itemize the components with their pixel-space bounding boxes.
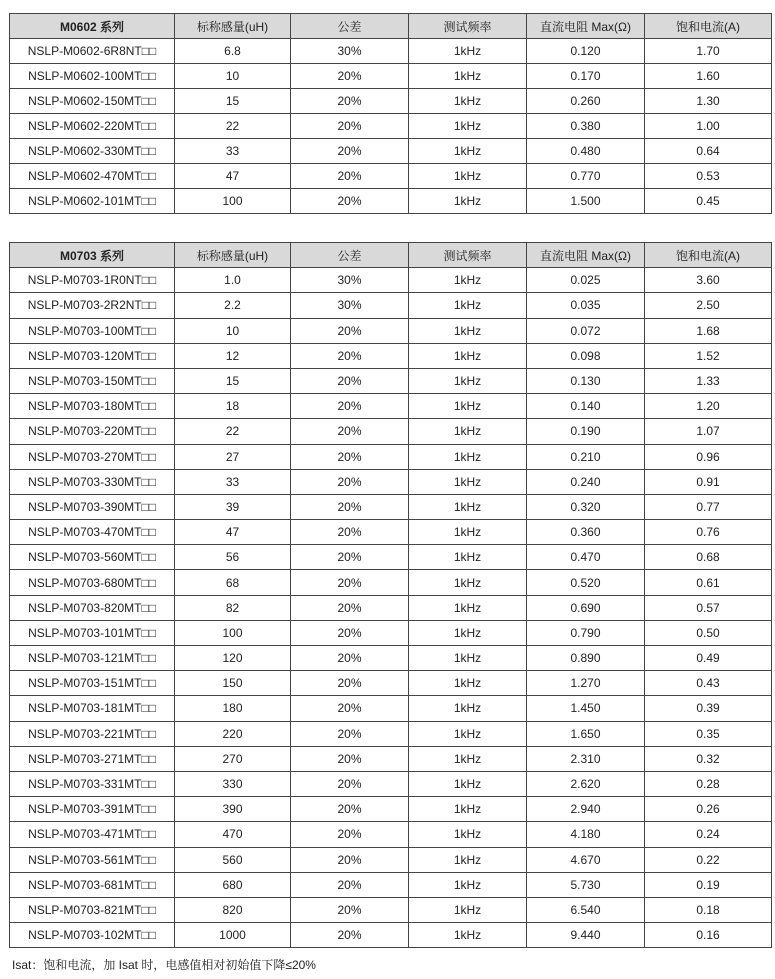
tolerance-cell: 20% xyxy=(291,469,409,494)
part-number-cell: NSLP-M0602-220MT□□ xyxy=(10,114,175,139)
tolerance-cell: 20% xyxy=(291,520,409,545)
dc-resistance-cell: 0.360 xyxy=(527,520,645,545)
test-frequency-cell: 1kHz xyxy=(409,671,527,696)
test-frequency-cell: 1kHz xyxy=(409,595,527,620)
saturation-current-cell: 0.28 xyxy=(645,771,772,796)
tolerance-cell: 20% xyxy=(291,671,409,696)
tolerance-cell: 20% xyxy=(291,368,409,393)
inductance-cell: 390 xyxy=(175,797,291,822)
part-number-cell: NSLP-M0703-270MT□□ xyxy=(10,444,175,469)
test-frequency-cell: 1kHz xyxy=(409,164,527,189)
series-header: M0703 系列 xyxy=(10,243,175,268)
tolerance-cell: 20% xyxy=(291,721,409,746)
inductance-cell: 220 xyxy=(175,721,291,746)
saturation-current-cell: 0.18 xyxy=(645,897,772,922)
dc-resistance-cell: 0.480 xyxy=(527,139,645,164)
dc-resistance-cell: 2.940 xyxy=(527,797,645,822)
test-frequency-cell: 1kHz xyxy=(409,771,527,796)
part-number-cell: NSLP-M0602-6R8NT□□ xyxy=(10,39,175,64)
tolerance-cell: 20% xyxy=(291,771,409,796)
part-number-cell: NSLP-M0703-390MT□□ xyxy=(10,494,175,519)
test-frequency-cell: 1kHz xyxy=(409,897,527,922)
test-frequency-cell: 1kHz xyxy=(409,469,527,494)
table-row xyxy=(10,114,772,139)
table-row xyxy=(10,39,772,64)
table-row xyxy=(10,545,772,570)
saturation-current-cell: 0.39 xyxy=(645,696,772,721)
inductance-cell: 27 xyxy=(175,444,291,469)
part-number-cell: NSLP-M0703-101MT□□ xyxy=(10,620,175,645)
inductance-cell: 150 xyxy=(175,671,291,696)
dc-resistance-cell: 1.450 xyxy=(527,696,645,721)
dc-resistance-cell: 2.620 xyxy=(527,771,645,796)
tolerance-cell: 20% xyxy=(291,64,409,89)
saturation-current-cell: 0.49 xyxy=(645,646,772,671)
saturation-current-header: 饱和电流(A) xyxy=(645,14,772,39)
tolerance-cell: 20% xyxy=(291,164,409,189)
inductance-cell: 47 xyxy=(175,520,291,545)
saturation-current-cell: 0.26 xyxy=(645,797,772,822)
dc-resistance-cell: 4.180 xyxy=(527,822,645,847)
saturation-current-cell: 1.60 xyxy=(645,64,772,89)
table-row xyxy=(10,595,772,620)
inductance-cell: 33 xyxy=(175,139,291,164)
table-row xyxy=(10,696,772,721)
test-frequency-cell: 1kHz xyxy=(409,822,527,847)
tolerance-cell: 20% xyxy=(291,394,409,419)
part-number-cell: NSLP-M0602-150MT□□ xyxy=(10,89,175,114)
m0602-table-body xyxy=(10,39,772,214)
tolerance-cell: 30% xyxy=(291,39,409,64)
part-number-cell: NSLP-M0703-821MT□□ xyxy=(10,897,175,922)
test-frequency-cell: 1kHz xyxy=(409,139,527,164)
part-number-cell: NSLP-M0703-2R2NT□□ xyxy=(10,293,175,318)
dc-resistance-cell: 0.320 xyxy=(527,494,645,519)
header-row xyxy=(10,243,772,268)
part-number-cell: NSLP-M0703-680MT□□ xyxy=(10,570,175,595)
test-frequency-cell: 1kHz xyxy=(409,318,527,343)
dc-resistance-cell: 0.260 xyxy=(527,89,645,114)
saturation-current-cell: 1.30 xyxy=(645,89,772,114)
tolerance-cell: 20% xyxy=(291,923,409,948)
test-frequency-cell: 1kHz xyxy=(409,520,527,545)
inductance-cell: 180 xyxy=(175,696,291,721)
part-number-cell: NSLP-M0703-391MT□□ xyxy=(10,797,175,822)
dc-resistance-cell: 0.140 xyxy=(527,394,645,419)
test-frequency-cell: 1kHz xyxy=(409,293,527,318)
table-row xyxy=(10,394,772,419)
inductance-cell: 33 xyxy=(175,469,291,494)
dc-resistance-cell: 5.730 xyxy=(527,872,645,897)
tolerance-cell: 20% xyxy=(291,444,409,469)
table-row xyxy=(10,444,772,469)
table-row xyxy=(10,139,772,164)
table-row xyxy=(10,897,772,922)
tolerance-cell: 30% xyxy=(291,268,409,293)
inductance-cell: 330 xyxy=(175,771,291,796)
tolerance-cell: 20% xyxy=(291,189,409,214)
tolerance-cell: 20% xyxy=(291,570,409,595)
header-row xyxy=(10,14,772,39)
saturation-current-cell: 0.45 xyxy=(645,189,772,214)
inductance-cell: 680 xyxy=(175,872,291,897)
test-frequency-cell: 1kHz xyxy=(409,570,527,595)
part-number-cell: NSLP-M0602-101MT□□ xyxy=(10,189,175,214)
m0703-table-body xyxy=(10,268,772,948)
dc-resistance-cell: 0.520 xyxy=(527,570,645,595)
dc-resistance-cell: 0.770 xyxy=(527,164,645,189)
dc-resistance-cell: 1.270 xyxy=(527,671,645,696)
part-number-cell: NSLP-M0703-180MT□□ xyxy=(10,394,175,419)
dc-resistance-cell: 1.650 xyxy=(527,721,645,746)
inductance-cell: 22 xyxy=(175,114,291,139)
tolerance-cell: 30% xyxy=(291,293,409,318)
saturation-current-cell: 1.00 xyxy=(645,114,772,139)
table-row xyxy=(10,570,772,595)
tolerance-cell: 20% xyxy=(291,847,409,872)
part-number-cell: NSLP-M0602-470MT□□ xyxy=(10,164,175,189)
dc-resistance-cell: 0.120 xyxy=(527,39,645,64)
tolerance-cell: 20% xyxy=(291,620,409,645)
saturation-current-cell: 0.43 xyxy=(645,671,772,696)
part-number-cell: NSLP-M0703-820MT□□ xyxy=(10,595,175,620)
test-frequency-cell: 1kHz xyxy=(409,394,527,419)
test-frequency-cell: 1kHz xyxy=(409,872,527,897)
test-frequency-cell: 1kHz xyxy=(409,923,527,948)
saturation-current-cell: 1.68 xyxy=(645,318,772,343)
dc-resistance-cell: 0.190 xyxy=(527,419,645,444)
saturation-current-cell: 0.57 xyxy=(645,595,772,620)
dc-resistance-cell: 0.690 xyxy=(527,595,645,620)
tolerance-cell: 20% xyxy=(291,696,409,721)
saturation-current-cell: 0.22 xyxy=(645,847,772,872)
dc-resistance-header: 直流电阻 Max(Ω) xyxy=(527,243,645,268)
inductance-cell: 120 xyxy=(175,646,291,671)
saturation-current-header: 饱和电流(A) xyxy=(645,243,772,268)
saturation-current-cell: 0.96 xyxy=(645,444,772,469)
saturation-current-cell: 0.64 xyxy=(645,139,772,164)
table-row xyxy=(10,164,772,189)
part-number-cell: NSLP-M0703-181MT□□ xyxy=(10,696,175,721)
part-number-cell: NSLP-M0703-100MT□□ xyxy=(10,318,175,343)
saturation-current-cell: 0.76 xyxy=(645,520,772,545)
part-number-cell: NSLP-M0703-560MT□□ xyxy=(10,545,175,570)
dc-resistance-cell: 0.890 xyxy=(527,646,645,671)
test-frequency-cell: 1kHz xyxy=(409,444,527,469)
saturation-current-cell: 1.20 xyxy=(645,394,772,419)
saturation-current-cell: 1.52 xyxy=(645,343,772,368)
inductance-cell: 68 xyxy=(175,570,291,595)
m0602-table-header xyxy=(10,14,772,39)
part-number-cell: NSLP-M0703-221MT□□ xyxy=(10,721,175,746)
test-frequency-cell: 1kHz xyxy=(409,419,527,444)
inductance-cell: 10 xyxy=(175,318,291,343)
table-row xyxy=(10,822,772,847)
saturation-current-cell: 1.70 xyxy=(645,39,772,64)
table-row xyxy=(10,746,772,771)
part-number-cell: NSLP-M0703-120MT□□ xyxy=(10,343,175,368)
saturation-current-cell: 0.32 xyxy=(645,746,772,771)
tolerance-cell: 20% xyxy=(291,595,409,620)
table-row xyxy=(10,268,772,293)
tolerance-cell: 20% xyxy=(291,89,409,114)
series-header: M0602 系列 xyxy=(10,14,175,39)
saturation-current-cell: 1.33 xyxy=(645,368,772,393)
inductance-cell: 22 xyxy=(175,419,291,444)
saturation-current-cell: 0.19 xyxy=(645,872,772,897)
saturation-current-cell: 0.61 xyxy=(645,570,772,595)
m0703-table-header xyxy=(10,243,772,268)
test-frequency-cell: 1kHz xyxy=(409,646,527,671)
table-row xyxy=(10,343,772,368)
table-row xyxy=(10,469,772,494)
dc-resistance-cell: 0.170 xyxy=(527,64,645,89)
test-frequency-cell: 1kHz xyxy=(409,620,527,645)
saturation-current-cell: 0.24 xyxy=(645,822,772,847)
tolerance-cell: 20% xyxy=(291,822,409,847)
dc-resistance-cell: 0.072 xyxy=(527,318,645,343)
inductance-cell: 2.2 xyxy=(175,293,291,318)
test-frequency-cell: 1kHz xyxy=(409,494,527,519)
saturation-current-cell: 0.91 xyxy=(645,469,772,494)
tolerance-header: 公差 xyxy=(291,243,409,268)
table-row xyxy=(10,368,772,393)
part-number-cell: NSLP-M0602-330MT□□ xyxy=(10,139,175,164)
dc-resistance-cell: 0.098 xyxy=(527,343,645,368)
table-row xyxy=(10,318,772,343)
inductance-cell: 15 xyxy=(175,89,291,114)
tolerance-cell: 20% xyxy=(291,114,409,139)
test-frequency-cell: 1kHz xyxy=(409,696,527,721)
part-number-cell: NSLP-M0703-1R0NT□□ xyxy=(10,268,175,293)
inductance-cell: 82 xyxy=(175,595,291,620)
inductance-cell: 15 xyxy=(175,368,291,393)
table-row xyxy=(10,646,772,671)
test-frequency-cell: 1kHz xyxy=(409,721,527,746)
test-frequency-cell: 1kHz xyxy=(409,746,527,771)
dc-resistance-cell: 0.380 xyxy=(527,114,645,139)
saturation-current-cell: 0.16 xyxy=(645,923,772,948)
part-number-cell: NSLP-M0703-681MT□□ xyxy=(10,872,175,897)
test-frequency-cell: 1kHz xyxy=(409,268,527,293)
table-row xyxy=(10,872,772,897)
part-number-cell: NSLP-M0703-331MT□□ xyxy=(10,771,175,796)
tolerance-cell: 20% xyxy=(291,872,409,897)
dc-resistance-cell: 9.440 xyxy=(527,923,645,948)
inductance-cell: 100 xyxy=(175,189,291,214)
inductance-cell: 100 xyxy=(175,620,291,645)
inductance-cell: 18 xyxy=(175,394,291,419)
inductance-cell: 820 xyxy=(175,897,291,922)
part-number-cell: NSLP-M0703-330MT□□ xyxy=(10,469,175,494)
dc-resistance-cell: 0.470 xyxy=(527,545,645,570)
table-row xyxy=(10,923,772,948)
saturation-current-cell: 0.77 xyxy=(645,494,772,519)
inductance-cell: 270 xyxy=(175,746,291,771)
table-row xyxy=(10,847,772,872)
tolerance-cell: 20% xyxy=(291,419,409,444)
test-frequency-cell: 1kHz xyxy=(409,39,527,64)
dc-resistance-cell: 0.210 xyxy=(527,444,645,469)
saturation-current-cell: 3.60 xyxy=(645,268,772,293)
tolerance-cell: 20% xyxy=(291,494,409,519)
test-frequency-cell: 1kHz xyxy=(409,89,527,114)
saturation-current-cell: 2.50 xyxy=(645,293,772,318)
test-frequency-header: 测试频率 xyxy=(409,243,527,268)
test-frequency-cell: 1kHz xyxy=(409,545,527,570)
saturation-current-cell: 0.53 xyxy=(645,164,772,189)
part-number-cell: NSLP-M0703-151MT□□ xyxy=(10,671,175,696)
test-frequency-cell: 1kHz xyxy=(409,368,527,393)
inductance-header: 标称感量(uH) xyxy=(175,243,291,268)
inductance-cell: 1.0 xyxy=(175,268,291,293)
saturation-current-cell: 1.07 xyxy=(645,419,772,444)
test-frequency-cell: 1kHz xyxy=(409,343,527,368)
inductance-cell: 56 xyxy=(175,545,291,570)
saturation-current-cell: 0.50 xyxy=(645,620,772,645)
part-number-cell: NSLP-M0703-470MT□□ xyxy=(10,520,175,545)
tolerance-cell: 20% xyxy=(291,646,409,671)
part-number-cell: NSLP-M0703-102MT□□ xyxy=(10,923,175,948)
tolerance-cell: 20% xyxy=(291,545,409,570)
part-number-cell: NSLP-M0703-150MT□□ xyxy=(10,368,175,393)
tolerance-cell: 20% xyxy=(291,139,409,164)
dc-resistance-cell: 0.035 xyxy=(527,293,645,318)
tolerance-cell: 20% xyxy=(291,897,409,922)
isat-footnote: Isat：饱和电流，加 Isat 时，电感值相对初始值下降≤20% xyxy=(12,958,316,972)
inductance-cell: 560 xyxy=(175,847,291,872)
test-frequency-cell: 1kHz xyxy=(409,189,527,214)
tolerance-cell: 20% xyxy=(291,797,409,822)
part-number-cell: NSLP-M0703-561MT□□ xyxy=(10,847,175,872)
dc-resistance-cell: 6.540 xyxy=(527,897,645,922)
part-number-cell: NSLP-M0703-220MT□□ xyxy=(10,419,175,444)
table-row xyxy=(10,64,772,89)
tolerance-cell: 20% xyxy=(291,318,409,343)
table-row xyxy=(10,520,772,545)
inductance-header: 标称感量(uH) xyxy=(175,14,291,39)
table-row xyxy=(10,797,772,822)
dc-resistance-cell: 0.025 xyxy=(527,268,645,293)
part-number-cell: NSLP-M0703-271MT□□ xyxy=(10,746,175,771)
table-row xyxy=(10,620,772,645)
part-number-cell: NSLP-M0602-100MT□□ xyxy=(10,64,175,89)
inductance-cell: 1000 xyxy=(175,923,291,948)
saturation-current-cell: 0.35 xyxy=(645,721,772,746)
test-frequency-cell: 1kHz xyxy=(409,64,527,89)
tolerance-cell: 20% xyxy=(291,343,409,368)
tolerance-cell: 20% xyxy=(291,746,409,771)
inductance-cell: 47 xyxy=(175,164,291,189)
table-row xyxy=(10,721,772,746)
table-row xyxy=(10,189,772,214)
m0703-spec-table xyxy=(9,242,772,948)
test-frequency-header: 测试频率 xyxy=(409,14,527,39)
dc-resistance-cell: 0.790 xyxy=(527,620,645,645)
table-row xyxy=(10,494,772,519)
saturation-current-cell: 0.68 xyxy=(645,545,772,570)
inductance-cell: 6.8 xyxy=(175,39,291,64)
dc-resistance-cell: 1.500 xyxy=(527,189,645,214)
table-row xyxy=(10,419,772,444)
dc-resistance-cell: 0.240 xyxy=(527,469,645,494)
table-row xyxy=(10,89,772,114)
table-row xyxy=(10,671,772,696)
test-frequency-cell: 1kHz xyxy=(409,797,527,822)
tolerance-header: 公差 xyxy=(291,14,409,39)
test-frequency-cell: 1kHz xyxy=(409,847,527,872)
table-row xyxy=(10,771,772,796)
dc-resistance-cell: 2.310 xyxy=(527,746,645,771)
test-frequency-cell: 1kHz xyxy=(409,114,527,139)
part-number-cell: NSLP-M0703-121MT□□ xyxy=(10,646,175,671)
dc-resistance-header: 直流电阻 Max(Ω) xyxy=(527,14,645,39)
part-number-cell: NSLP-M0703-471MT□□ xyxy=(10,822,175,847)
dc-resistance-cell: 4.670 xyxy=(527,847,645,872)
inductance-cell: 39 xyxy=(175,494,291,519)
inductance-cell: 10 xyxy=(175,64,291,89)
m0602-spec-table xyxy=(9,13,772,214)
dc-resistance-cell: 0.130 xyxy=(527,368,645,393)
inductance-cell: 12 xyxy=(175,343,291,368)
inductance-cell: 470 xyxy=(175,822,291,847)
table-row xyxy=(10,293,772,318)
